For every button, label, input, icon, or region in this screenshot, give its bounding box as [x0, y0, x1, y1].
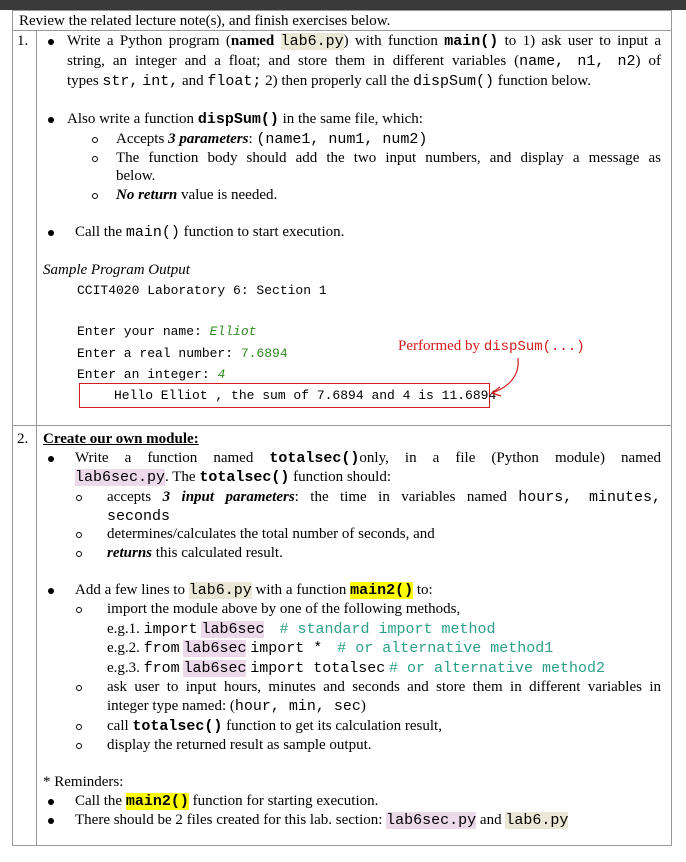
q2-p2-line1: Add a few lines to lab6.py with a function main2() to:: [75, 582, 433, 599]
sub-bullet: [92, 193, 98, 199]
q2-title: Create our own module:: [43, 431, 199, 447]
q2-p2-s1: import the module above by one of the following methods,: [107, 601, 461, 617]
divider-q2: [12, 425, 672, 426]
sub-bullet: [76, 685, 82, 691]
sub-bullet: [76, 495, 82, 501]
q2-p1-line2: lab6sec.py. The totalsec() function should:: [75, 469, 392, 486]
reminder-2: There should be 2 files created for this lab. section: lab6sec.py and lab6.py: [75, 812, 569, 829]
top-bar: [0, 0, 686, 10]
sub-bullet: [76, 724, 82, 730]
q1-p1-line2: string, an integer and a float; and store them in different variables (name, n1, n2) of: [67, 53, 661, 70]
sub-bullet: [76, 743, 82, 749]
sub-bullet: [76, 607, 82, 613]
number-column-line: [36, 30, 37, 846]
reminders-title: * Reminders:: [43, 774, 124, 790]
sub-bullet: [92, 137, 98, 143]
q1-p2-sub3: No return value is needed.: [116, 187, 278, 203]
q1-p3: Call the main() function to start execution.: [75, 224, 345, 241]
intro-text: Review the related lecture note(s), and finish exercises below.: [19, 13, 391, 29]
bullet: [48, 588, 54, 594]
bullet: [48, 799, 54, 805]
q2-p1-s2: determines/calculates the total number of seconds, and: [107, 526, 435, 542]
sub-bullet: [76, 551, 82, 557]
example-3: e.g.3. from lab6sec import totalsec # or alternative method2: [107, 660, 606, 677]
bullet: [48, 230, 54, 236]
annotation-arrow: [486, 356, 526, 400]
example-2: e.g.2. from lab6sec import * # or alternative method1: [107, 640, 554, 657]
reminder-1: Call the main2() function for starting execution.: [75, 793, 379, 810]
q1-p1-line3: types str, int, and float; 2) then properly call the dispSum() function below.: [67, 73, 591, 90]
sub-bullet: [76, 532, 82, 538]
sample-prompt-int: Enter an integer: 4: [77, 367, 226, 382]
bullet: [48, 456, 54, 462]
q1-number: 1.: [17, 33, 29, 49]
bullet: [48, 818, 54, 824]
q2-p2-s3: call totalsec() function to get its calculation result,: [107, 718, 442, 735]
bullet: [48, 117, 54, 123]
annotation-text: Performed by dispSum(...): [398, 338, 585, 355]
q2-p2-s2: ask user to input hours, minutes and seconds and store them in different variables in: [107, 679, 661, 695]
sample-prompt-name: Enter your name: Elliot: [77, 324, 257, 339]
q1-p1-line1: Write a Python program (named lab6.py) with function main() to 1) ask user to input a: [67, 33, 661, 50]
sub-bullet: [92, 156, 98, 162]
sample-prompt-real: Enter a real number: 7.6894: [77, 346, 288, 361]
example-1: e.g.1. import lab6sec # standard import method: [107, 621, 496, 638]
q2-p2-s2-line2: integer type named: (hour, min, sec): [107, 698, 366, 715]
q1-p2-sub2: The function body should add the two input numbers, and display a message as: [116, 150, 661, 166]
q1-p2-sub1: Accepts 3 parameters: (name1, num1, num2): [116, 131, 428, 148]
q2-p1-s3: returns this calculated result.: [107, 545, 283, 561]
bullet: [48, 39, 54, 45]
q2-p1-s1: accepts 3 input parameters: the time in variables named hours, minutes,: [107, 489, 661, 506]
sample-heading: Sample Program Output: [43, 262, 190, 278]
q2-p2-s4: display the returned result as sample output.: [107, 737, 372, 753]
q2-p1-line1: Write a function named totalsec()only, in a file (Python module) named: [75, 450, 661, 467]
sample-line1: CCIT4020 Laboratory 6: Section 1: [77, 283, 327, 298]
sample-result: Hello Elliot , the sum of 7.6894 and 4 is 11.6894: [114, 388, 497, 403]
q1-p2-line1: Also write a function dispSum() in the same file, which:: [67, 111, 423, 128]
q2-number: 2.: [17, 431, 29, 447]
q1-p2-sub2b: below.: [116, 168, 156, 184]
q2-p1-s1e: seconds: [107, 508, 171, 525]
